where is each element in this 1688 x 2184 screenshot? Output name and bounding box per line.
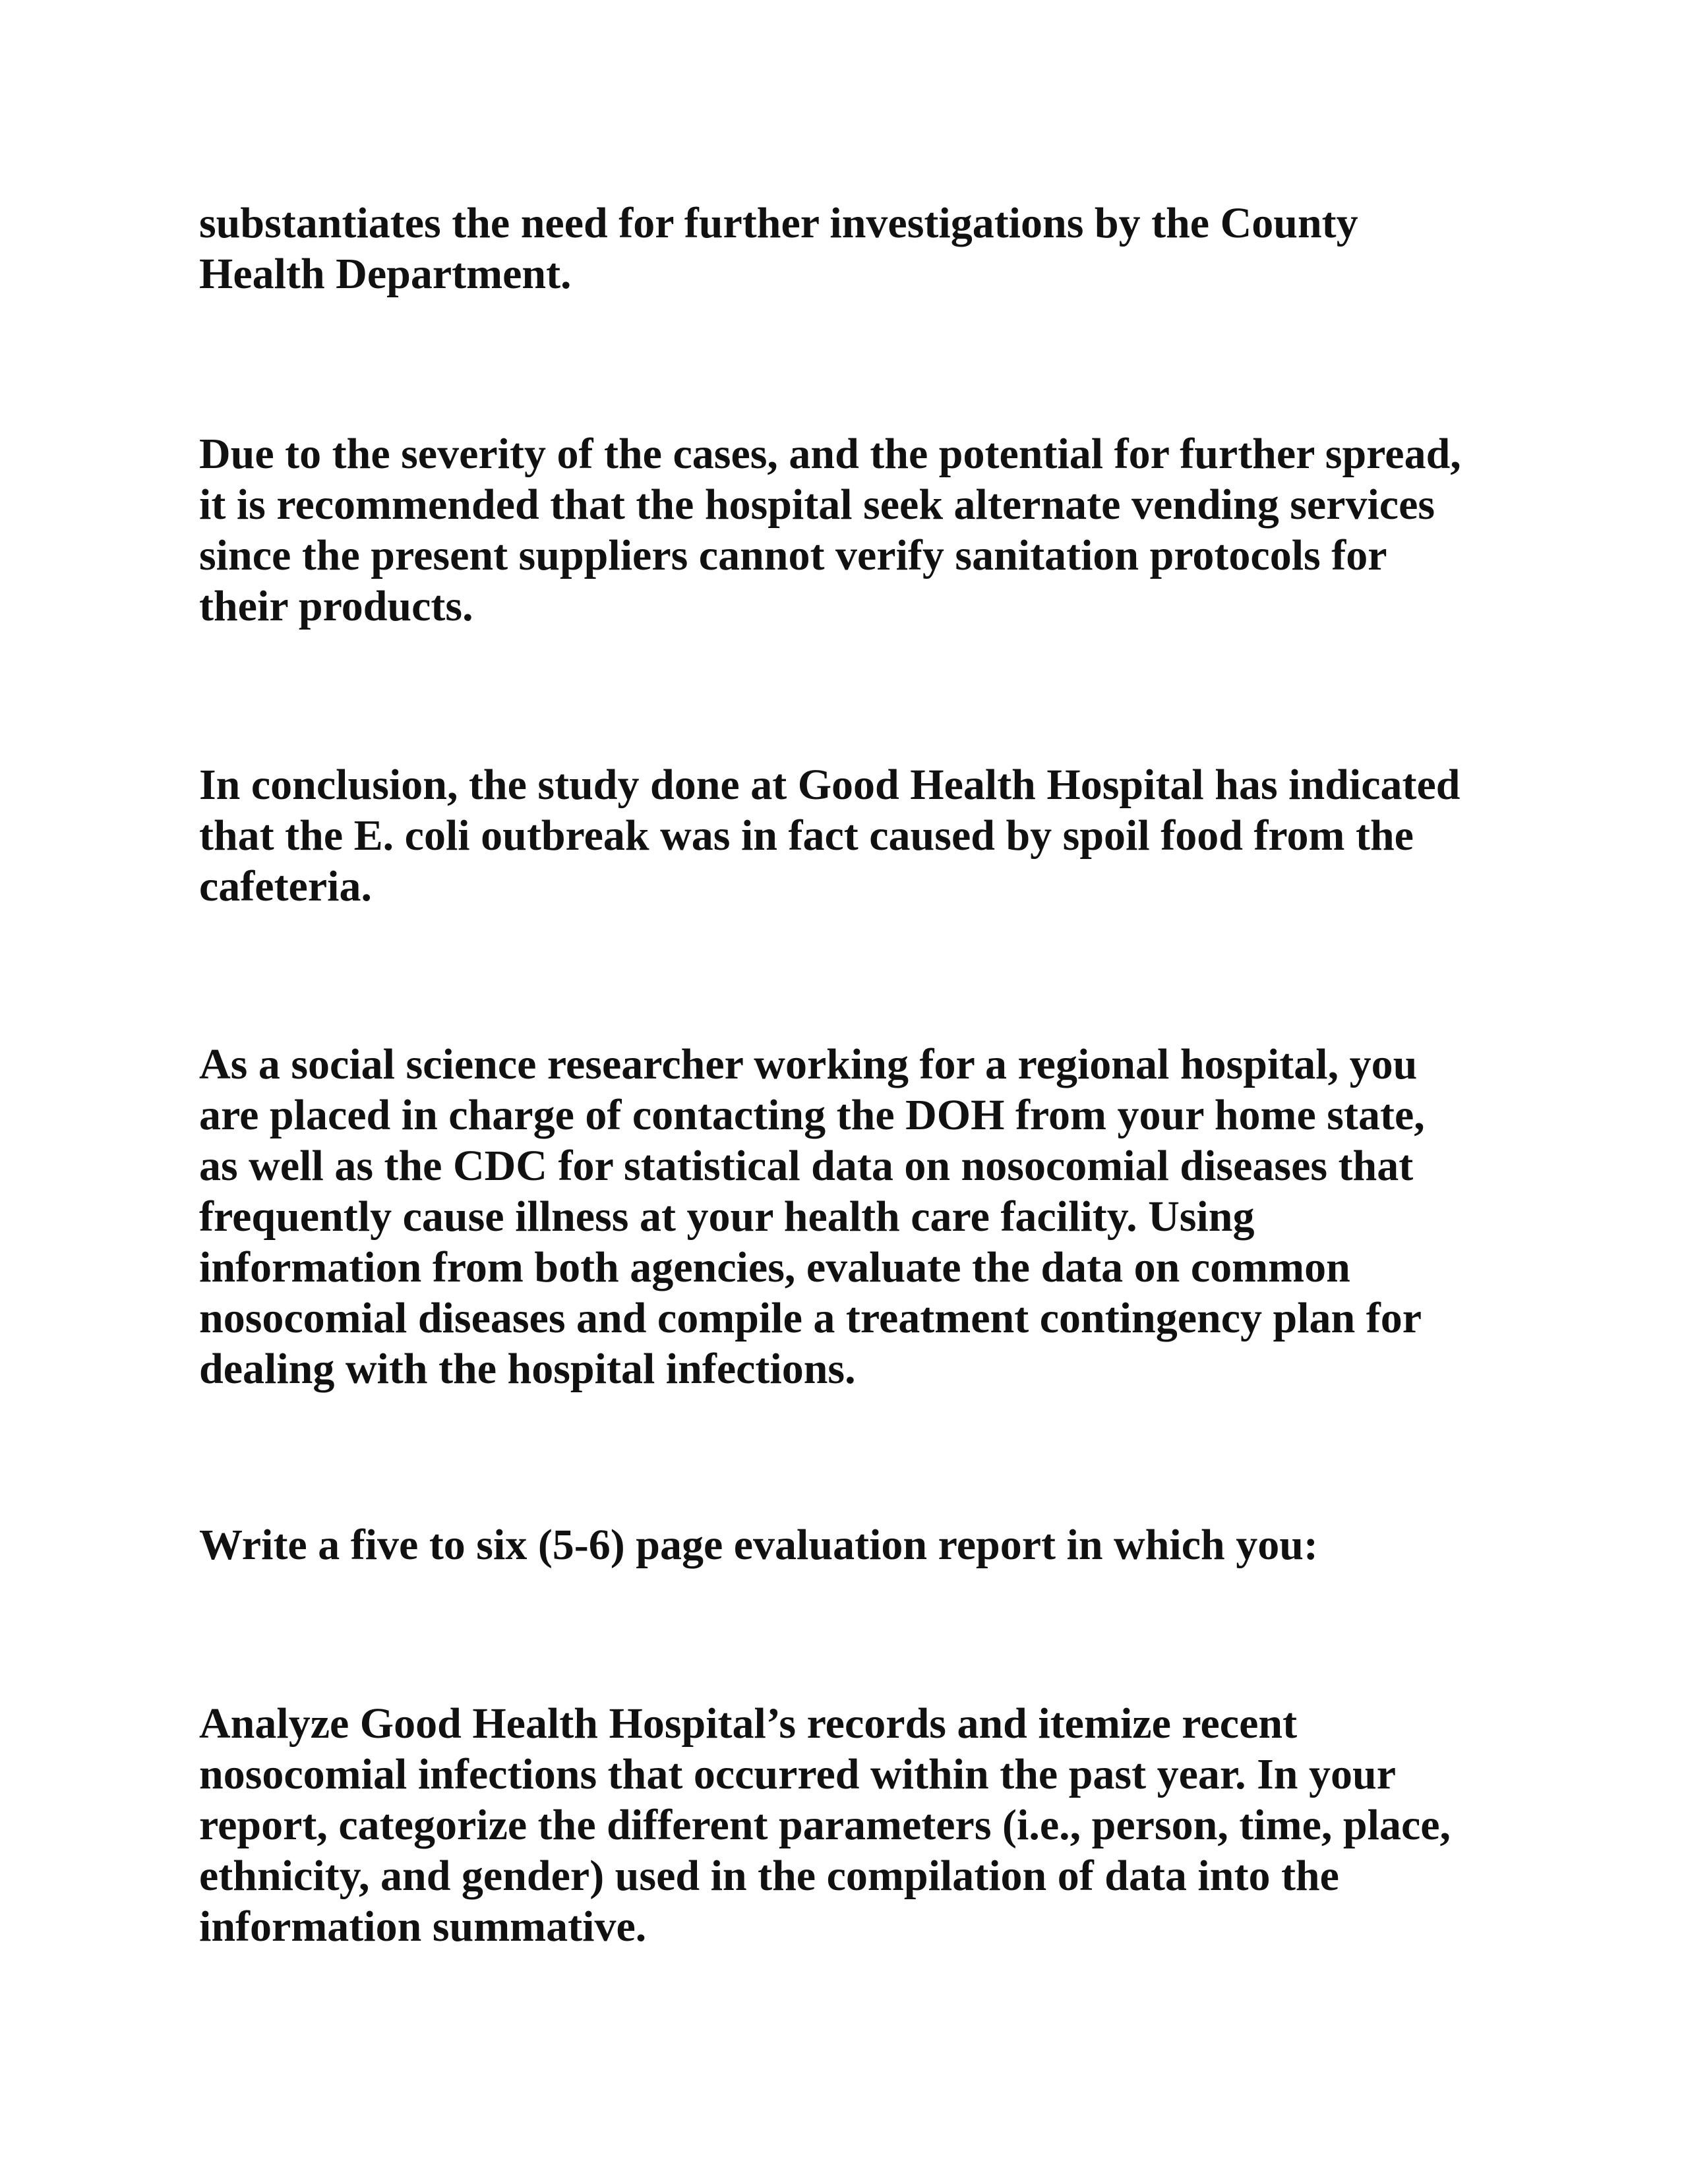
text-line: report, categorize the different parameters (i.e., person, time, place, xyxy=(199,1801,1451,1849)
paragraph-vending-recommendation xyxy=(199,428,1518,632)
text-line: As a social science researcher working for a regional hospital, you xyxy=(199,1040,1418,1088)
text-line: nosocomial infections that occurred within the past year. In your xyxy=(199,1750,1396,1798)
paragraph-analysis-task xyxy=(199,1698,1518,1952)
text-line: since the present suppliers cannot verify sanitation protocols for xyxy=(199,531,1387,579)
paragraph-assignment-scenario xyxy=(199,1039,1518,1394)
text-line: dealing with the hospital infections. xyxy=(199,1345,856,1393)
text-line: information from both agencies, evaluate the data on common xyxy=(199,1243,1350,1291)
text-line: Health Department. xyxy=(199,250,572,298)
text-line: cafeteria. xyxy=(199,862,372,910)
text-line: information summative. xyxy=(199,1903,647,1951)
text-line: ethnicity, and gender) used in the compilation of data into the xyxy=(199,1852,1339,1900)
text-line: Analyze Good Health Hospital’s records and itemize recent xyxy=(199,1699,1298,1748)
text-line: Due to the severity of the cases, and the potential for further spread, xyxy=(199,430,1461,478)
text-line: it is recommended that the hospital seek alternate vending services xyxy=(199,481,1435,529)
text-line: substantiates the need for further investigations by the County xyxy=(199,199,1358,247)
text-line: nosocomial diseases and compile a treatment contingency plan for xyxy=(199,1294,1422,1342)
text-line: frequently cause illness at your health care facility. Using xyxy=(199,1193,1255,1241)
paragraph-county-health-investigation xyxy=(199,198,1518,299)
paragraph-conclusion xyxy=(199,759,1518,912)
text-line: as well as the CDC for statistical data on nosocomial diseases that xyxy=(199,1142,1414,1190)
text-line: Write a five to six (5-6) page evaluation report in which you: xyxy=(199,1521,1318,1569)
text-line: that the E. coli outbreak was in fact caused by spoil food from the xyxy=(199,812,1414,860)
paragraph-report-instruction xyxy=(199,1520,1518,1570)
text-line: their products. xyxy=(199,582,473,630)
text-line: are placed in charge of contacting the DOH from your home state, xyxy=(199,1091,1425,1139)
text-line: In conclusion, the study done at Good Health Hospital has indicated xyxy=(199,761,1461,809)
